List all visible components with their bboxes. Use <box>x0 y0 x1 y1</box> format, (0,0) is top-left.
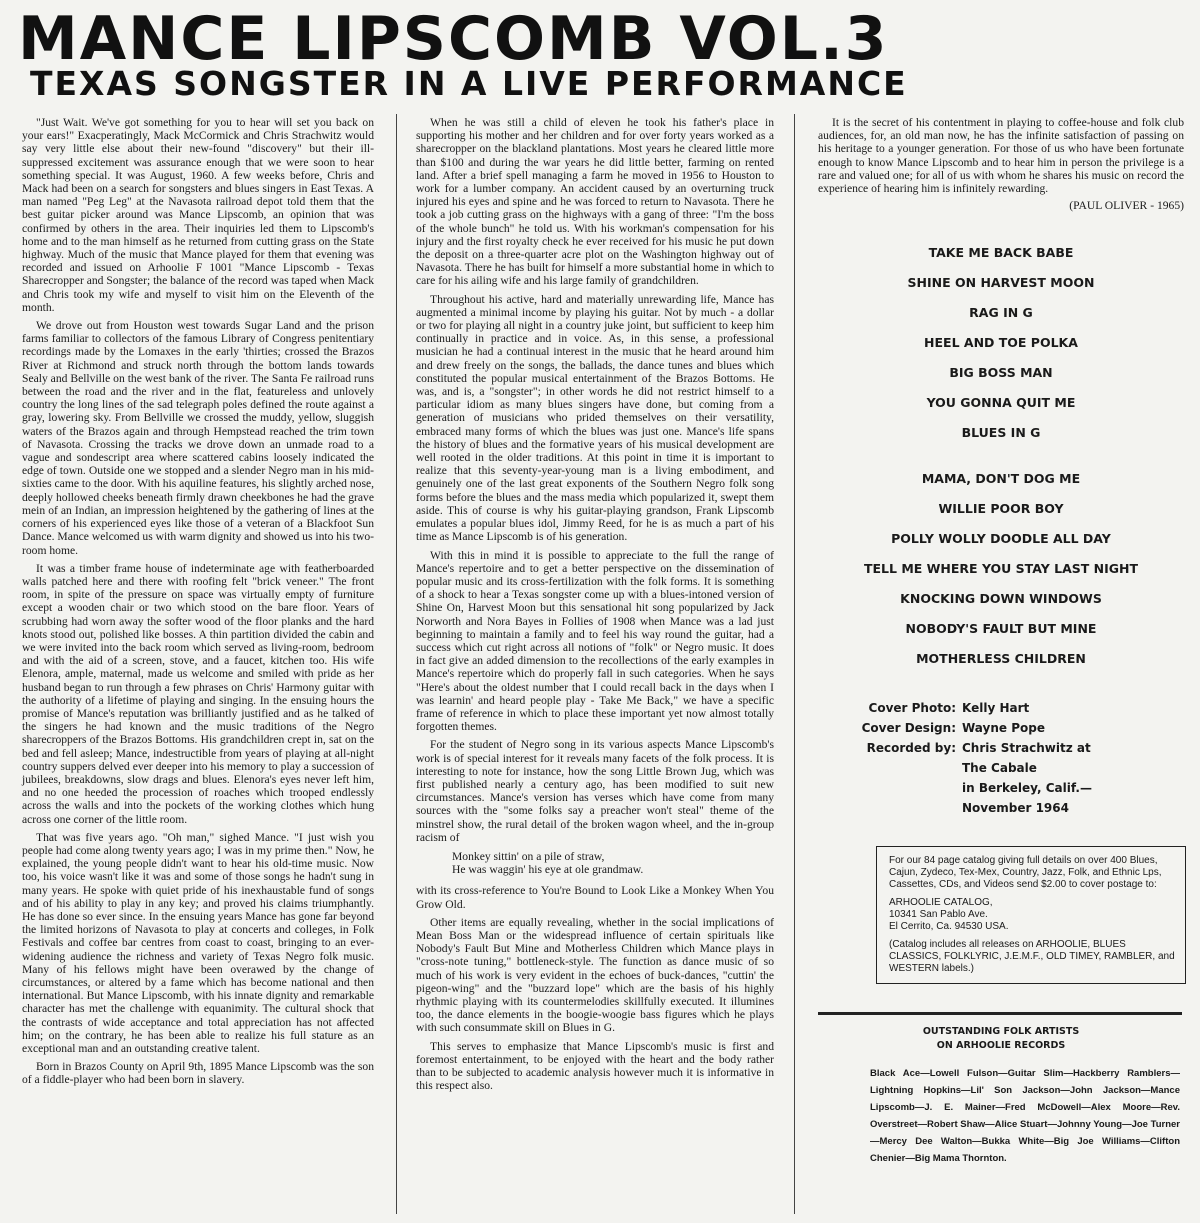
notes-paragraph: This serves to emphasize that Mance Lipscomb's music is first and foremost entertainment, to be enjoyed with the heart and the body rather than to be subjected to academic analysis however much it is informative in this respect also. <box>416 1039 774 1093</box>
credit-value: Chris Strachwitz at The Cabale in Berkeley, Calif.— November 1964 <box>962 741 1092 816</box>
folk-artists-list: Black Ace—Lowell Fulson—Guitar Slim—Hackberry Ramblers—Lightning Hopkins—Lil' Son Jackson—John Jackson—Mance Lipscomb—J. E. Mainer—Fred McDowell—Alex Moore—Rev. Overstreet—Robert Shaw—Alice Stuart—Johnny Young—Joe Turner—Mercy Dee Walton—Bukka White—Big Joe Williams—Clifton Chenier—Big Mama Thornton. <box>870 1068 1180 1165</box>
credit-label: Recorded by: <box>866 741 956 756</box>
liner-notes-column-1 <box>22 116 374 1092</box>
notes-paragraph: We drove out from Houston west towards Sugar Land and the prison farms familiar to collectors of the famous Library of Congress penitentiary recordings made by the Lomaxes in the early 'thirties; crossed the Brazos River at Richmond and struck north through the bottom lands towards Sealy and Bellville on the west bank of the river. The Santa Fe railroad runs between the road and the river and in the flat, featureless and unlovely country the long lines of the sad telegraph poles defined the route against a gray, lowering sky. From Bellville we crossed the muddy, yellow, sluggish waters of the Brazos again and through Hempstead reached the trim town of Navasota. Crossing the tracks we drove down an unmade road to a vague and sondescript area where scattered cabins loosely indicated the edge of town. Outside one we stopped and a slender Negro man in his mid-sixties came to the door. With his aquiline features, his slightly arched nose, deeply hollowed cheeks beneath firmly drawn cheekbones he had the grave mein of an Indian, an impression heightened by the gathering of lines at the corners of his experienced eyes like those of a veteran of a Blackfoot Sun Dance. Mance welcomed us with warm dignity and showed us into his two-room home. <box>22 319 374 557</box>
notes-paragraph: with its cross-reference to You're Bound to Look Like a Monkey When You Grow Old. <box>416 884 774 911</box>
notes-paragraph: Born in Brazos County on April 9th, 1895 Mance Lipscomb was the son of a fiddle-player who had been born in slavery. <box>22 1060 374 1087</box>
credit-cover-design <box>818 718 1184 738</box>
notes-paragraph: "Just Wait. We've got something for you to hear will set you back on your ears!" Exacperatingly, Mack McCormick and Chris Strachwitz would say very little else about their new-found "discovery" but their ill-suppressed excitement was assurance enough that we were soon to hear something special. It was August, 1960. A few weeks before, Chris and Mack had been on a search for songsters and blues singers in East Texas. A man named "Peg Leg" at the Navasota railroad depot told them that the best guitar picker around was Mance Lipscomb, an opinion that was confirmed by others in the area. Their inquiries led them to Lipscomb's home and to the man himself as he returned from cutting grass on the State highway. Much of the music that Mance played for them that evening was recorded and issued on Arhoolie F 1001 "Mance Lipscomb - Texas Sharecropper and Songster; the balance of the record was taped when Mack and Chris took my wife and myself to visit him on the Eleventh of the month. <box>22 116 374 314</box>
track-title: TELL ME WHERE YOU STAY LAST NIGHT <box>863 561 1139 577</box>
column-divider <box>794 114 795 1214</box>
credit-label: Cover Design: <box>861 721 956 736</box>
credits <box>818 698 1184 818</box>
track-title: BLUES IN G <box>961 425 1041 441</box>
track-list-side-b <box>818 464 1184 674</box>
track-title: BIG BOSS MAN <box>949 365 1053 381</box>
track-title: KNOCKING DOWN WINDOWS <box>900 591 1102 607</box>
catalog-address: ARHOOLIE CATALOG, 10341 San Pablo Ave. El Cerrito, Ca. 94530 USA. <box>889 897 1009 933</box>
track-title: NOBODY'S FAULT BUT MINE <box>905 621 1097 637</box>
credit-label: Cover Photo: <box>868 701 956 716</box>
tracklist-column <box>818 116 1184 1167</box>
folk-artists-heading: OUTSTANDING FOLK ARTISTS ON ARHOOLIE RECORDS <box>922 1026 1080 1052</box>
track-title: WILLIE POOR BOY <box>938 501 1064 517</box>
track-list-side-a <box>818 238 1184 448</box>
album-subtitle: TEXAS SONGSTER IN A LIVE PERFORMANCE <box>30 64 908 103</box>
notes-signature: (PAUL OLIVER - 1965) <box>1069 199 1184 213</box>
section-divider <box>818 1012 1182 1015</box>
track-title: YOU GONNA QUIT ME <box>926 395 1076 411</box>
track-title: SHINE ON HARVEST MOON <box>907 275 1095 291</box>
credit-value: Kelly Hart <box>962 701 1030 716</box>
catalog-box <box>876 846 1186 984</box>
track-title: HEEL AND TOE POLKA <box>924 335 1078 351</box>
credit-cover-photo <box>818 698 1184 718</box>
notes-paragraph: For the student of Negro song in its various aspects Mance Lipscomb's work is of special interest for it reveals many facets of the folk process. It is interesting to note for instance, how the song Little Brown Jug, which was first published nearly a century ago, has been modified to suit new circumstances. Mance's version has verses which have come from many sources with the "some folks say a preacher won't steal" theme of the minstrel show, the rural detail of the broken wagon wheel, and the in-group racism of <box>416 738 774 844</box>
notes-paragraph: Other items are equally revealing, whether in the social implications of Mean Boss Man or the widespread influence of certain spirituals like Nobody's Fault But Mine and Motherless Children which Mance plays in "cross-note tuning," bottleneck-style. The function as dance music of so much of his work is very evident in the echoes of buck-dances, "cuttin' the pigeon-wing" and the "buzzard lope" which are the basis of his highly rhythmic playing with its countermelodies skillfully executed. It illumines too, the dance elements in the boogie-woogie bass figures which he plays with such consummate skill on Blues in G. <box>416 915 774 1035</box>
track-title: POLLY WOLLY DOODLE ALL DAY <box>891 531 1111 547</box>
track-title: TAKE ME BACK BABE <box>928 245 1074 261</box>
catalog-note: (Catalog includes all releases on ARHOOLIE, BLUES CLASSICS, FOLKLYRIC, J.E.M.F., OLD TIMEY, RAMBLER, and WESTERN labels.) <box>889 939 1175 975</box>
notes-paragraph: It is the secret of his contentment in playing to coffee-house and folk club audiences, for, an old man now, he has the infinite satisfaction of passing on his heritage to a younger generation. For those of us who have been fortunate enough to know Mance Lipscomb and to hear him in person the privilege is a rare and valued one; for all of us with whom he shares his music on record the experience of hearing him is infinitely rewarding. <box>818 116 1184 196</box>
notes-paragraph: It was a timber frame house of indeterminate age with featherboarded walls patched here and there with roofing felt "brick veneer." The front room, in spite of the pressure on space was virtually empty of furniture except a wooden chair or two which stood on the bare floor. Years of scrubbing had worn away the softer wood of the floor planks and the hard knots stood out, polished like bosses. A thin partition divided the cabin and we were invited into the back room which served as living-room, bedroom and with the aid of a screen, stove, and a faucet, kitchen too. His wife Elenora, ample, maternal, made us welcome and smiled with pride as her husband began to run through a few phrases on Chris' Harmony guitar with the authority of a lifetime of playing and singing. In the ensuing hours the promise of Mance's reputation was brilliantly justified and as he talked of the singers he had known and the music traditions of the Negro sharecroppers of the Brazos Bottoms. His grandchildren crept in, sat on the bed and fell asleep; Mance, indestructible from years of playing at all-night country suppers delved ever deeper into his memory to play a succession of jubilees, breakdowns, slow drags and blues. Elenora's eyes never left him, and no one heeded the procession of roaches which trooped endlessly across the walls and into the pockets of the working clothes which hung across one corner of the little room. <box>22 561 374 826</box>
credit-value: Wayne Pope <box>962 721 1045 736</box>
catalog-intro: For our 84 page catalog giving full details on over 400 Blues, Cajun, Zydeco, Tex-Mex, Country, Jazz, Folk, and Ethnic Lps, Cassettes, CDs, and Videos send $2.00 to cover postage to: <box>889 855 1162 891</box>
album-title: MANCE LIPSCOMB VOL.3 <box>18 4 889 74</box>
track-title: MOTHERLESS CHILDREN <box>916 651 1086 667</box>
notes-paragraph: Throughout his active, hard and materially unrewarding life, Mance has augmented a minimal income by playing his guitar. Not by much - a dollar or two for playing all night in a country juke joint, but sufficient to keep him continually in practice and in voice. As, in this sense, a professional musician he had a continual interest in the music that he heard around him and drew freely on the songs, the ballads, the dance tunes and blues which constituted the popular musical entertainment of the Brazos Bottoms. He was, and is, a "songster"; in other words he did not restrict himself to a particular idiom as many blues singers have done, but coming from a generation of musicians who prided themselves on their versatility, embraced many forms of which the blues was just one. Mance's life spans the history of blues and the formative years of his musical development are well rooted in the older traditions. At this point in time it is important to realize that this seventy-year-young man is a living embodiment, and genuinely one of the last great exponents of the Southern Negro folk song forms before the blues and the mass media which popularized it, swept them aside. This of course is why his guitar-playing grandson, Frank Lipscomb emulates a popular blues idol, Jimmy Reed, for he is as much a part of his time as Mance Lipscomb is of his generation. <box>416 292 774 544</box>
track-title: MAMA, DON'T DOG ME <box>921 471 1081 487</box>
liner-notes-column-2 <box>416 116 774 1097</box>
notes-paragraph: When he was still a child of eleven he took his father's place in supporting his mother and her children and for over forty years worked as a sharecropper on the blackland plantations. Most years he cleared little more than $100 and during the war years he did little better, farming on rented land. After a brief spell managing a farm he moved in 1956 to Houston to work for a lumber company. An accident caused by an overturning truck injured his eyes and spine and he was forced to return to Navasota. There he took a job cutting grass on the highways with a gang of three: "I'm the boss of the whole bunch" he told us. With his workman's compensation for his injury and the first royalty check he ever received for his music he put down the deposit on a three-quarter acre plot on the Washington highway out of Navasota. There he has built for himself a more substantial home in which to care for his ailing wife and his large family of grandchildren. <box>416 116 774 288</box>
credit-recorded-by <box>818 738 1184 818</box>
notes-paragraph: That was five years ago. "Oh man," sighed Mance. "I just wish you people had come along twenty years ago; I was in my prime then." Now, he explained, the young people didn't want to hear his old-time music. Now too, his voice wasn't like it was and some of those songs he hadn't sung in many years. He spoke with quiet pride of his inexhaustable fund of songs and of his ability to play in any key; and proved his claims triumphantly. He has done so ever since. In the ensuing years Mance has gone far beyond the limited horizons of Navasota to play at concerts and colleges, in Folk Festivals and coffee bar centres from coast to coast, bringing to an ever-widening audience the richness and variety of Texas Negro folk music. Many of his fellows might have been overawed by the change of circumstances, or altered by a fame which has become national and then international. But Mance Lipscomb, with his innate dignity and remarkable character has met the challenge with equanimity. The cultural shock that the contrasts of wide acceptance and total appreciation has not affected him; on the contrary, he has been able to realize his full stature as an exceptional man and an outstanding creative talent. <box>22 830 374 1056</box>
column-divider <box>396 114 397 1214</box>
track-title: RAG IN G <box>969 305 1033 321</box>
notes-paragraph: With this in mind it is possible to appreciate to the full the range of Mance's repertoire and to get a better perspective on the dissemination of popular music and its cross-fertilization with the folk forms. It is something of a shock to hear a Texas songster come up with a blues-intoned version of Shine On, Harvest Moon but this sensational hit song popularized by Jack Norworth and Nora Bayes in Follies of 1908 when Mance was a lad just beginning to maintain a family and to feel his way round the guitar, had a success which cut right across all notions of "folk" or Negro music. It does in fact give an added dimension to the recollections of the early examples in Mance's repertoire which do properly fall in such categories. When he says "Here's about the oldest number that I could recall back in the days when I was learnin' and heard people play - Take Me Back," we have a specific frame of reference in which to place these important yet now almost totally forgotten themes. <box>416 548 774 734</box>
lyric-quote: Monkey sittin' on a pile of straw, He was waggin' his eye at ole grandmaw. <box>452 849 644 877</box>
